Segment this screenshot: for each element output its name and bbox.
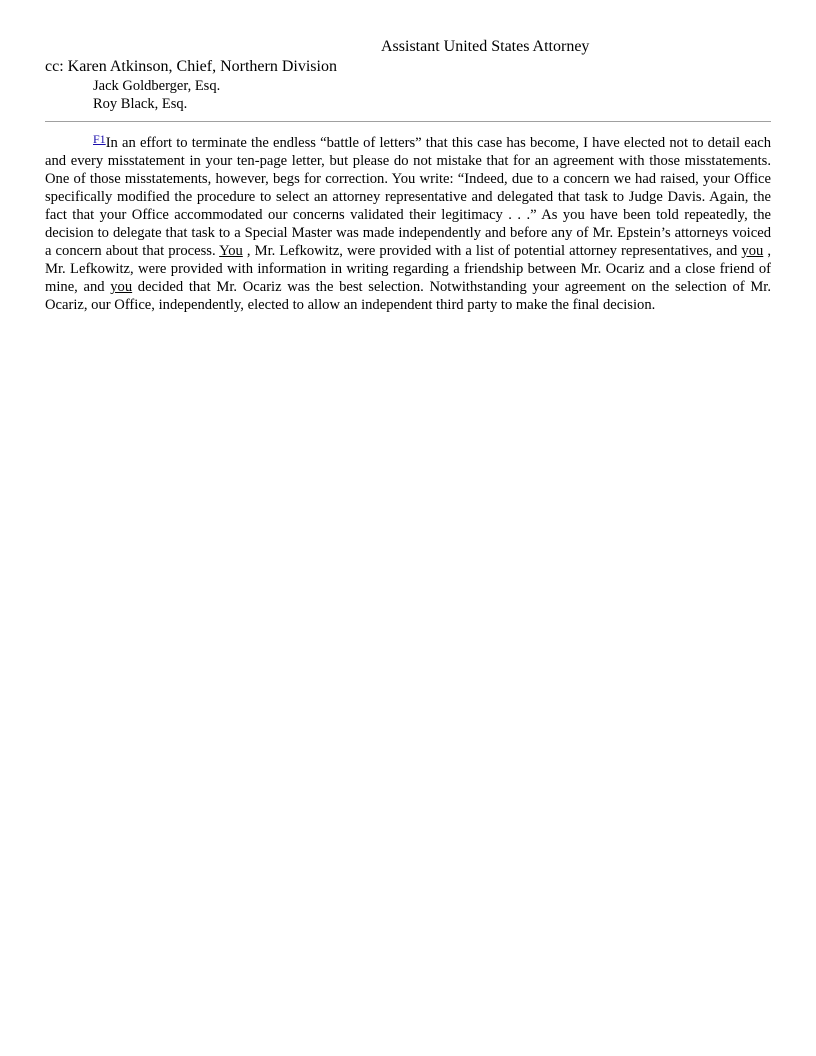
footnote-paragraph [45, 134, 771, 314]
footnote-text-2: , Mr. Lefkowitz, were provided with a list of potential attorney representatives, and [242, 243, 742, 259]
footnote-ref-link[interactable]: F1 [93, 132, 106, 146]
footnote-text-4: decided that Mr. Ocariz was the best selection. Notwithstanding your agreement on the selection of Mr. Ocariz, our Office, independently, elected to allow an independent third party to make the final decision. [45, 279, 772, 313]
footnote-emphasis-you-3: you [110, 279, 133, 295]
footnote-text-3: , Mr. Lefkowitz, were provided with information in writing regarding a friendship between Mr. Ocariz and a close friend of mine, and [45, 243, 772, 295]
signature-title: Assistant United States Attorney [381, 38, 590, 55]
footnote-emphasis-you-1: You [219, 243, 243, 259]
cc-line-goldberger: Jack Goldberger, Esq. [93, 78, 221, 94]
cc-line-black: Roy Black, Esq. [93, 96, 188, 112]
footnote-text-1: In an effort to terminate the endless “battle of letters” that this case has become, I have elected not to detail each and every misstatement in your ten-page letter, but please do not mistake that for an agreement with those misstatements. One of those misstatements, however, begs for correction. You write: “Indeed, due to a concern we had raised, your Office specifically modified the procedure to select an attorney representative and delegated that task to Judge Davis. Again, the fact that your Office accommodated our concerns validated their legitimacy . . .” As you have been told repeatedly, the decision to delegate that task to a Special Master was made independently and before any of Mr. Epstein’s attorneys voiced a concern about that process. [45, 135, 771, 259]
footnote-divider [45, 121, 771, 122]
footnote-emphasis-you-2: you [741, 243, 764, 259]
cc-line-atkinson: cc: Karen Atkinson, Chief, Northern Division [45, 58, 337, 75]
